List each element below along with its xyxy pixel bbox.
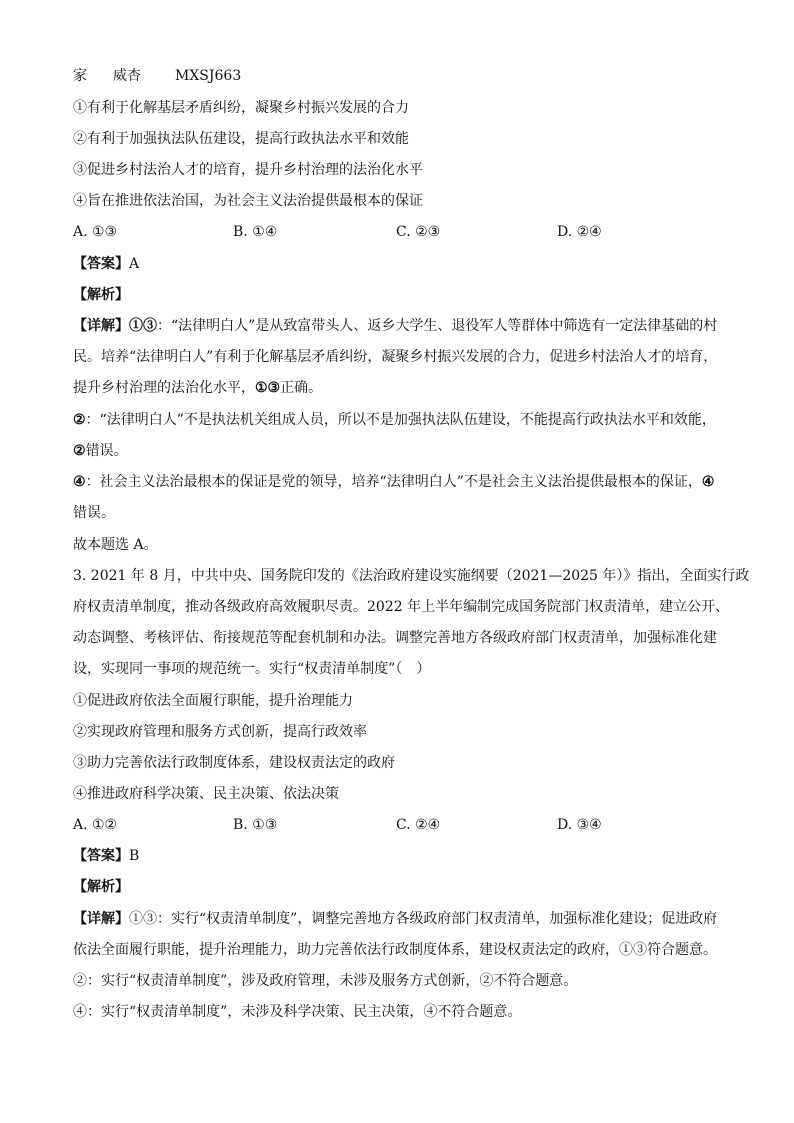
q2-detail-2-line-2: [73, 441, 723, 461]
q2-conclusion: 故本题选 A。: [73, 537, 158, 553]
q2-statement-2: ②有利于加强执法队伍建设，提高行政执法水平和效能: [73, 131, 409, 147]
q3-stem-line-4: 设，实现同一事项的规范统一。实行“权责清单制度”（ ）: [73, 661, 431, 677]
detail-text: ：“法律明白人”不是执法机关组成人员，所以不是加强执法队伍建设，不能提高行政执法水平和效能，: [85, 412, 716, 428]
detail-label: 【详解】: [73, 911, 129, 927]
detail-marker: ②: [73, 412, 86, 428]
detail-text: ①③：实行“权责清单制度”，调整完善地方各级政府部门权责清单，加强标准化建设；促进政府: [129, 911, 718, 927]
q2-statement-3: ③促进乡村法治人才的培育，提升乡村治理的法治化水平: [73, 162, 423, 178]
header-part-1: 家: [73, 68, 87, 84]
detail-text: ：“法律明白人”是从致富带头人、返乡大学生、退役军人等群体中筛选有一定法律基础的村: [157, 318, 718, 334]
q3-detail-line-4: ④：实行“权责清单制度”，未涉及科学决策、民主决策，④不符合题意。: [73, 1004, 522, 1020]
q3-stem-line-1: 3. 2021 年 8 月，中共中央、国务院印发的《法治政府建设实施纲要（2021—2025 年）》指出，全面实行政: [73, 568, 750, 584]
q2-detail-2-line-1: [73, 410, 723, 430]
q2-option-b: B. ①④: [233, 224, 278, 240]
q2-detail-3-line-1: [73, 472, 723, 492]
q3-option-a: A. ①②: [73, 817, 118, 833]
q3-statement-2: ②实现政府管理和服务方式创新，提高行政效率: [73, 724, 367, 740]
detail-text: 提升乡村治理的法治化水平，: [73, 380, 255, 396]
detail-text: ：社会主义法治最根本的保证是党的领导，培养“法律明白人”不是社会主义法治提供最根本的保证，: [85, 474, 702, 490]
q2-detail-1-line-1: [73, 316, 723, 336]
detail-text: 错误。: [85, 443, 128, 459]
q3-detail-line-2: 依法全面履行职能，提升治理能力，助力完善依法行政制度体系，建设权责法定的政府，①③符合题意。: [73, 942, 717, 958]
header-part-2: 威杏: [113, 68, 141, 84]
detail-marker: ④: [701, 474, 715, 490]
q2-analysis-label: 【解析】: [73, 287, 129, 303]
answer-label: 【答案】: [73, 256, 129, 272]
q2-statement-4: ④旨在推进依法治国，为社会主义法治提供最根本的保证: [73, 193, 423, 209]
q3-analysis-label: 【解析】: [73, 879, 129, 895]
q2-detail-3-line-2: 错误。: [73, 505, 115, 521]
detail-marker: ④: [73, 474, 86, 490]
detail-label: 【详解】: [73, 318, 129, 334]
q2-statement-1: ①有利于化解基层矛盾纠纷，凝聚乡村振兴发展的合力: [73, 100, 409, 116]
q2-option-c: C. ②③: [396, 224, 441, 240]
page-header: [73, 66, 723, 86]
q2-detail-1-line-2: 民。培养“法律明白人”有利于化解基层矛盾纠纷，凝聚乡村振兴发展的合力，促进乡村法治人才的培育，: [73, 349, 718, 365]
detail-marker: ①③: [129, 318, 157, 334]
answer-value: A: [129, 256, 140, 272]
q3-option-c: C. ②④: [396, 817, 441, 833]
q3-statement-1: ①促进政府依法全面履行职能，提升治理能力: [73, 693, 353, 709]
q3-stem-line-2: 府权责清单制度，推动各级政府高效履职尽责。2022 年上半年编制完成国务院部门权责清单，建立公开、: [73, 599, 730, 615]
answer-label: 【答案】: [73, 848, 129, 864]
q2-answer: [73, 254, 723, 274]
answer-value: B: [129, 848, 140, 864]
q3-option-b: B. ①③: [233, 817, 278, 833]
q3-option-d: D. ③④: [557, 817, 602, 833]
q2-detail-1-line-3: [73, 378, 723, 398]
q2-option-a: A. ①③: [73, 224, 118, 240]
q3-detail-line-3: ②：实行“权责清单制度”，涉及政府管理，未涉及服务方式创新，②不符合题意。: [73, 973, 578, 989]
q3-detail-line-1: [73, 909, 723, 929]
q3-answer: [73, 846, 723, 866]
detail-marker: ①③: [255, 380, 281, 396]
detail-text: 正确。: [280, 380, 323, 396]
q3-stem-line-3: 动态调整、考核评估、衔接规范等配套机制和办法。调整完善地方各级政府部门权责清单，加强标准化建: [73, 630, 717, 646]
q3-statement-4: ④推进政府科学决策、民主决策、依法决策: [73, 786, 339, 802]
q2-option-d: D. ②④: [557, 224, 602, 240]
detail-marker: ②: [73, 443, 86, 459]
q3-statement-3: ③助力完善依法行政制度体系，建设权责法定的政府: [73, 755, 395, 771]
header-part-3: MXSJ663: [175, 68, 242, 84]
